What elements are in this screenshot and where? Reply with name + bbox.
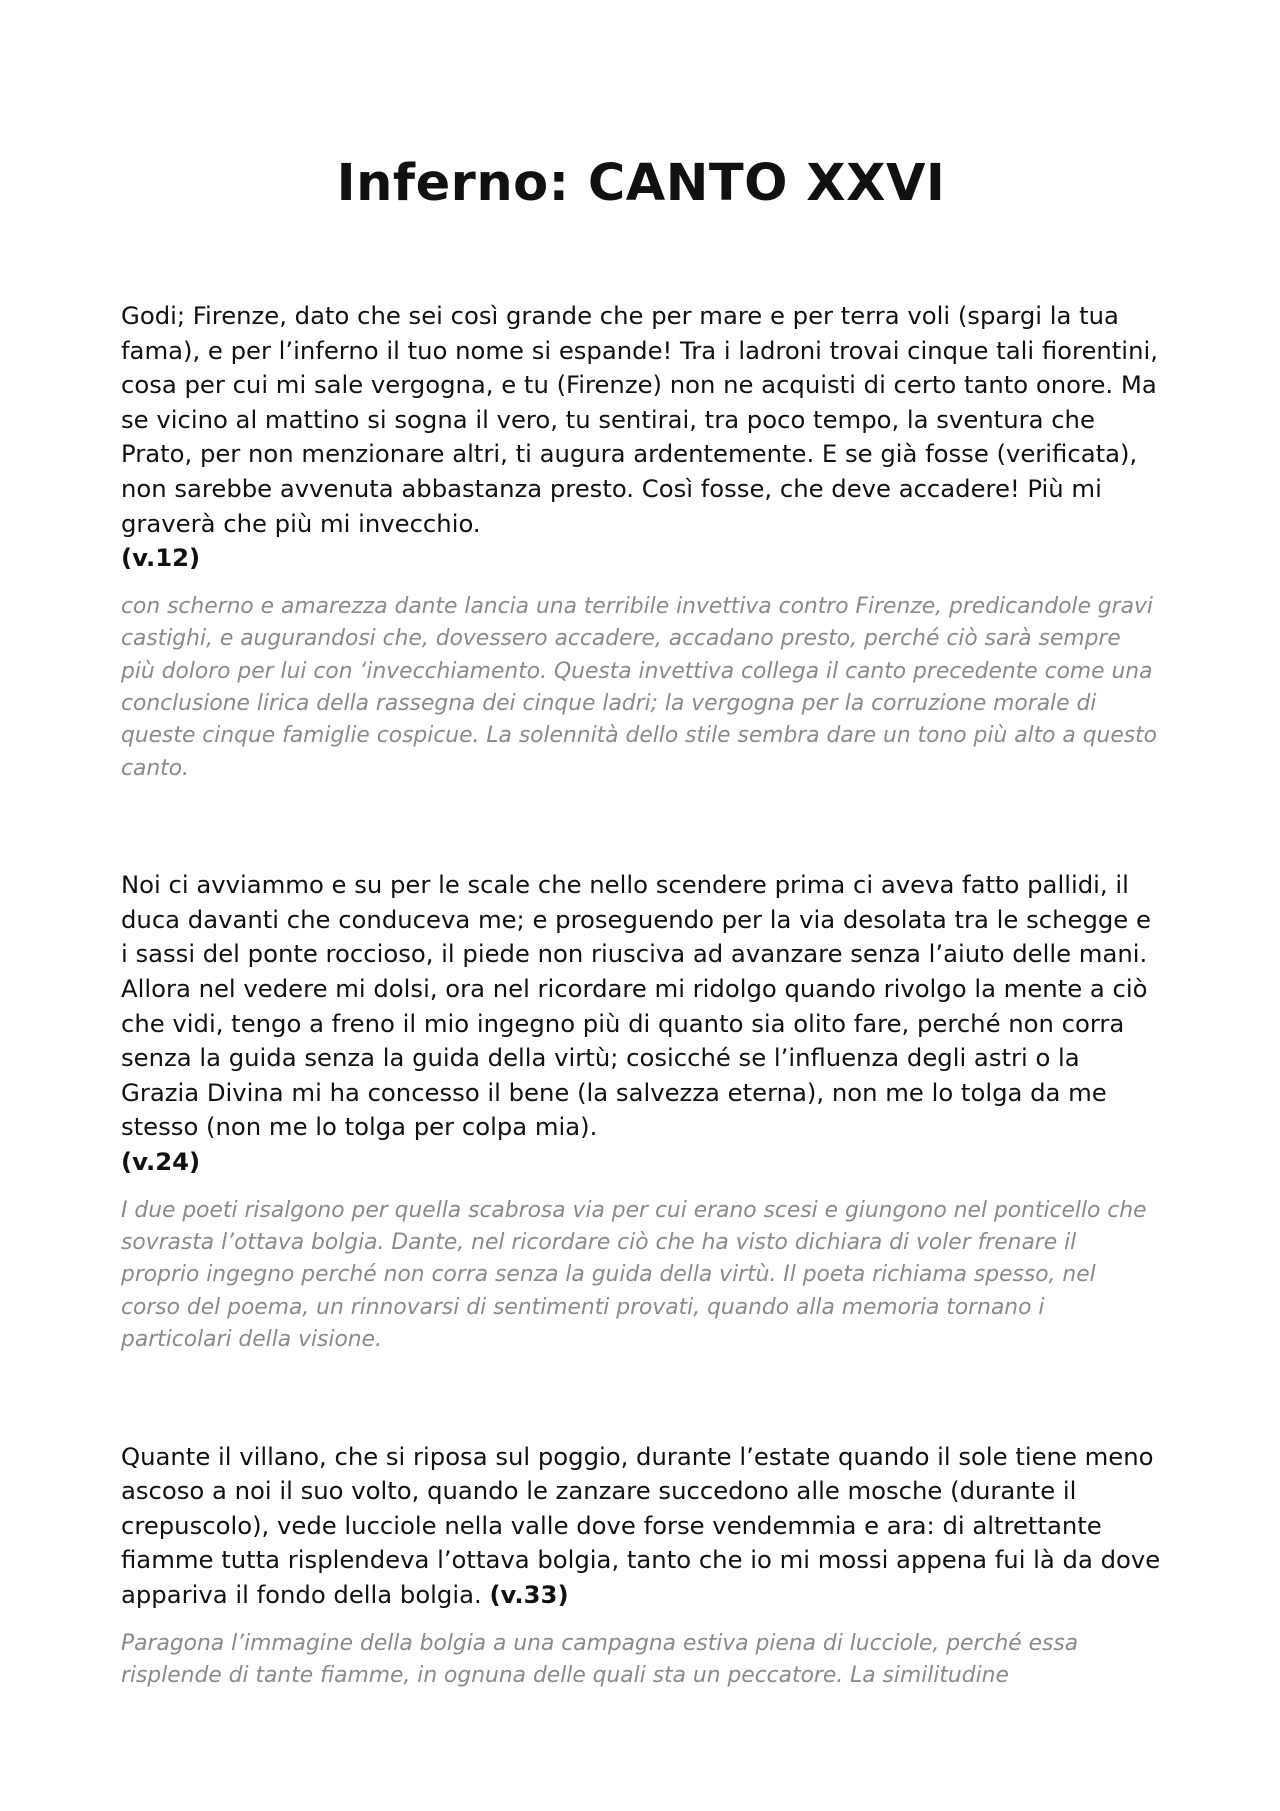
- canto-section: [121, 1440, 1161, 1693]
- verse-reference: (v.12): [121, 543, 201, 573]
- page-title: Inferno: CANTO XXVI: [336, 154, 946, 213]
- verse-reference: (v.33): [489, 1579, 569, 1609]
- paraphrase-paragraph: [121, 1440, 1161, 1613]
- verse-reference: (v.24): [121, 1146, 201, 1176]
- commentary-paragraph: I due poeti risalgono per quella scabrosa via per cui erano scesi e giungono nel ponticello che sovrasta l’ottava bolgia. Dante, nel ricordare ciò che ha visto dichiara di voler frenare il proprio ingegno perché non corra senza la guida della virtù. Il poeta richiama spesso, nel corso del poema, un rinnovarsi di sentimenti provati, quando alla memoria tornano i particolari della visione.: [121, 1197, 1147, 1353]
- canto-section: [121, 299, 1161, 785]
- paraphrase-paragraph: [121, 868, 1161, 1179]
- paraphrase-text: Noi ci avviammo e su per le scale che nello scendere prima ci aveva fatto pallidi, il duca davanti che conduceva me; e proseguendo per la via desolata tra le schegge e i sassi del ponte roccioso, il piede non riusciva ad avanzare senza l’aiuto delle mani. Allora nel vedere mi dolsi, ora nel ricordare mi ridolgo quando rivolgo la mente a ciò che vidi, tengo a freno il mio ingegno più di quanto sia olito fare, perché non corra senza la guida senza la guida della virtù; cosicché se l’influenza degli astri o la Grazia Divina mi ha concesso il bene (la salvezza eterna), non me lo tolga da me stesso (non me lo tolga per colpa mia).: [121, 870, 1151, 1142]
- paraphrase-text: Quante il villano, che si riposa sul poggio, durante l’estate quando il sole tiene meno ascoso a noi il suo volto, quando le zanzare succedono alle mosche (durante il crepuscolo), vede lucciole nella valle dove forse vendemmia e ara: di altrettante fiamme tutta risplendeva l’ottava bolgia, tanto che io mi mossi appena fui là da dove appariva il fondo della bolgia.: [121, 1441, 1161, 1609]
- paraphrase-paragraph: [121, 299, 1161, 576]
- commentary-paragraph: Paragona l’immagine della bolgia a una campagna estiva piena di lucciole, perché essa risplende di tante fiamme, in ognuna delle quali sta un peccatore. La similitudine: [121, 1630, 1079, 1688]
- commentary-paragraph: con scherno e amarezza dante lancia una terribile invettiva contro Firenze, predicandole gravi castighi, e augurandosi che, dovessero accadere, accadano presto, perché ciò sarà sempre più doloro per lui con ‘invecchiamento. Questa invettiva collega il canto precedente come una conclusione lirica della rassegna dei cinque ladri; la vergogna per la corruzione morale di queste cinque famiglie cospicue. La solennità dello stile sembra dare un tono più alto a questo canto.: [121, 593, 1158, 781]
- paraphrase-text: Godi; Firenze, dato che sei così grande che per mare e per terra voli (spargi la tua fama), e per l’inferno il tuo nome si espande! Tra i ladroni trovai cinque tali fiorentini, cosa per cui mi sale vergogna, e tu (Firenze) non ne acquisti di certo tanto onore. Ma se vicino al mattino si sogna il vero, tu sentirai, tra poco tempo, la sventura che Prato, per non menzionare altri, ti augura ardentemente. E se già fosse (verificata), non sarebbe avvenuta abbastanza presto. Così fosse, che deve accadere! Più mi graverà che più mi invecchio.: [121, 301, 1158, 538]
- canto-section: [121, 868, 1161, 1356]
